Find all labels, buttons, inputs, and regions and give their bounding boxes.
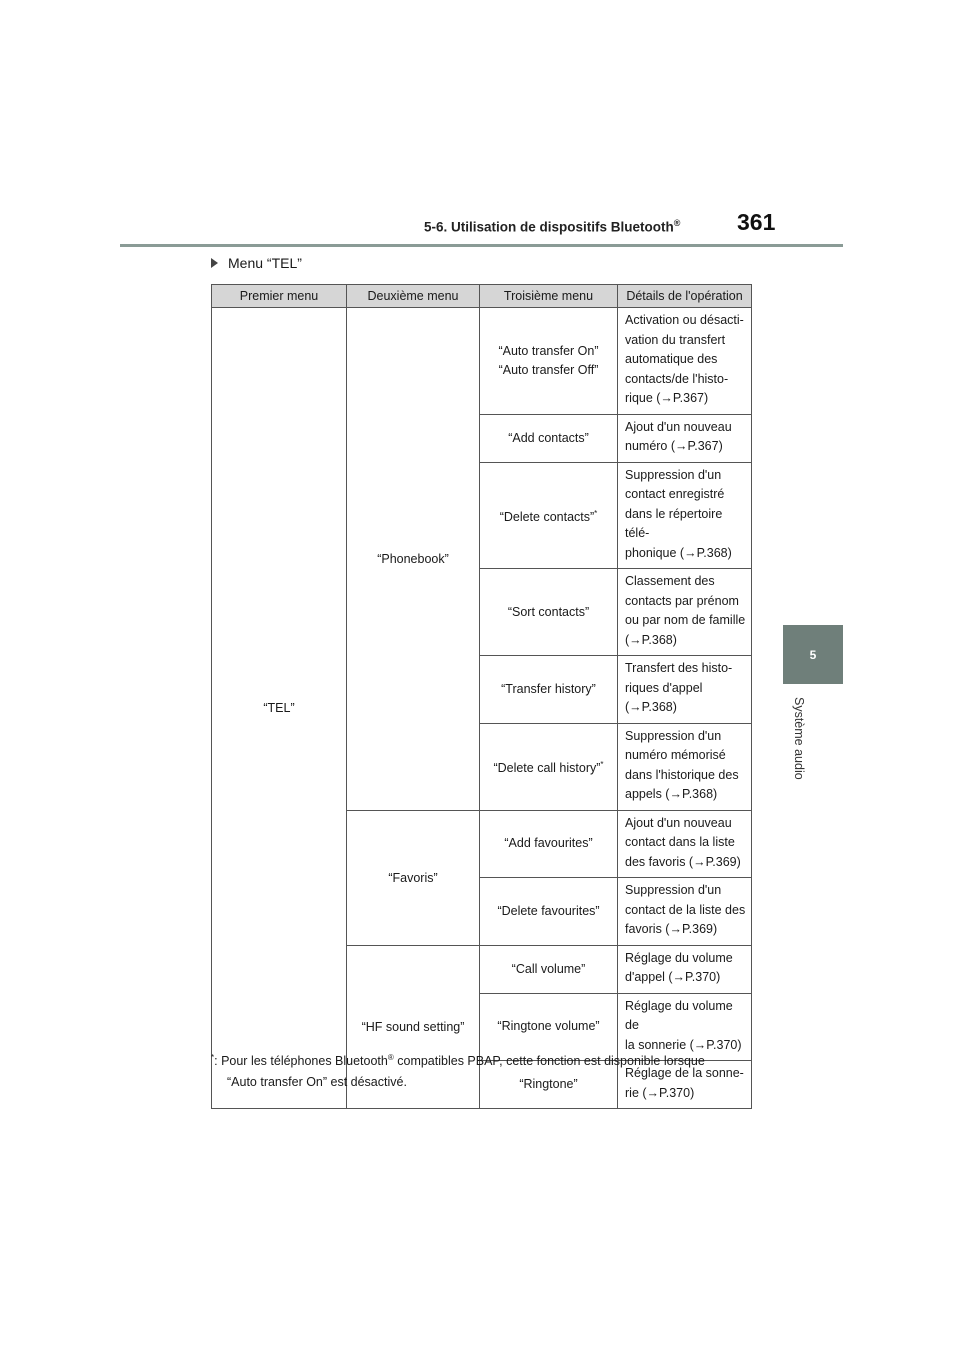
third-menu-line: “Add favourites” [504, 836, 593, 851]
detail-line: (→P.368) [625, 700, 677, 714]
header-divider [120, 244, 843, 247]
registered-mark: ® [387, 1053, 394, 1062]
chapter-tab [783, 625, 843, 684]
col-header-first-menu: Premier menu [212, 285, 347, 308]
section-heading [211, 255, 302, 271]
detail-line: contact de la liste des [625, 902, 746, 917]
detail-line: des favoris (→P.369) [625, 854, 741, 869]
detail-line: Activation ou désacti- [625, 313, 744, 327]
detail-line: Suppression d'un [625, 883, 722, 897]
detail-line: (→P.368) [625, 632, 677, 647]
detail-line: Ajout d'un nouveau [625, 419, 732, 434]
detail-line: Réglage de la sonne- [625, 1066, 744, 1080]
detail-line: la sonnerie (→P.370) [625, 1037, 742, 1052]
footnote-marker: * [211, 1053, 215, 1062]
third-menu-line: “Auto transfer Off” [498, 362, 599, 377]
footnote-line-2: “Auto transfer On” est désactivé. [227, 1075, 407, 1090]
footnote-star: * [594, 508, 598, 518]
detail-line: phonique (→P.368) [625, 545, 732, 560]
detail-line: automatique des [625, 352, 718, 366]
operation-detail-cell [618, 308, 752, 415]
table-row [212, 308, 752, 415]
operation-detail-cell [618, 414, 752, 462]
detail-line: contact enregistré [625, 487, 725, 501]
col-header-second-menu: Deuxième menu [347, 285, 480, 308]
second-menu-cell: “HF sound setting” [347, 945, 480, 1109]
detail-line: Suppression d'un [625, 728, 722, 743]
footnote: *: Pour les téléphones Bluetooth® compatibles PBAP, cette fonction est disponible lorsque “Auto transfer On” est désactivé. [211, 1047, 771, 1093]
detail-line: ou par nom de famille [625, 613, 746, 627]
chapter-number: 5 [809, 647, 817, 662]
detail-line: rique (→P.367) [625, 391, 709, 405]
col-header-details: Détails de l'opération [618, 285, 752, 308]
third-menu-line: “Auto transfer On” [498, 343, 599, 358]
detail-line: appels (→P.368) [625, 787, 718, 801]
third-menu-line: “Delete favourites” [497, 903, 600, 918]
col-header-third-menu: Troisième menu [480, 285, 618, 308]
third-menu-line: “Delete contacts”* [499, 508, 598, 524]
tel-menu-table [211, 284, 752, 1109]
third-menu-cell [480, 723, 618, 810]
operation-detail-cell [618, 656, 752, 724]
chapter-label: Système audio [792, 697, 806, 780]
detail-line: dans le répertoire télé- [625, 506, 723, 540]
third-menu-cell [480, 945, 618, 993]
operation-detail-cell [618, 810, 752, 878]
operation-detail-cell [618, 945, 752, 993]
first-menu-cell: “TEL” [212, 308, 347, 1109]
detail-line: contacts par prénom [625, 593, 739, 608]
detail-line: rie (→P.370) [625, 1085, 695, 1100]
detail-line: numéro (→P.367) [625, 439, 723, 453]
third-menu-line: “Call volume” [511, 961, 586, 976]
third-menu-cell [480, 462, 618, 569]
third-menu-line: “Transfer history” [501, 681, 596, 696]
detail-line: Ajout d'un nouveau [625, 815, 732, 830]
third-menu-cell [480, 308, 618, 415]
detail-line: dans l'historique des [625, 767, 739, 782]
second-menu-cell: “Favoris” [347, 810, 480, 945]
operation-detail-cell [618, 723, 752, 810]
detail-line: vation du transfert [625, 332, 726, 347]
heading-text: Menu “TEL” [228, 255, 302, 271]
third-menu-line: “Add contacts” [508, 430, 589, 445]
third-menu-line: “Delete call history”* [493, 759, 604, 776]
third-menu-line: “Ringtone” [519, 1077, 578, 1091]
registered-mark: ® [673, 218, 681, 228]
footnote-star: * [600, 759, 604, 769]
section-title: 5-6. Utilisation de dispositifs Bluetooth® [424, 218, 681, 235]
detail-line: Réglage du volume [625, 950, 733, 965]
detail-line: contacts/de l'histo- [625, 371, 729, 386]
detail-line: d'appel (→P.370) [625, 970, 721, 984]
third-menu-line: “Sort contacts” [507, 604, 590, 619]
third-menu-cell [480, 414, 618, 462]
detail-line: numéro mémorisé [625, 748, 726, 762]
third-menu-cell [480, 569, 618, 656]
third-menu-cell [480, 810, 618, 878]
arrow-right-icon [211, 258, 218, 268]
second-menu-cell: “Phonebook” [347, 308, 480, 811]
detail-line: Suppression d'un [625, 467, 722, 482]
operation-detail-cell [618, 878, 752, 946]
table-header-row [212, 285, 752, 308]
detail-line: Réglage du volume de [625, 998, 733, 1032]
operation-detail-cell [618, 569, 752, 656]
page-number: 361 [737, 209, 776, 235]
detail-line: Classement des [625, 574, 715, 588]
third-menu-cell [480, 656, 618, 724]
operation-detail-cell [618, 462, 752, 569]
detail-line: contact dans la liste [625, 835, 735, 849]
third-menu-line: “Ringtone volume” [497, 1019, 600, 1034]
detail-line: favoris (→P.369) [625, 922, 718, 936]
third-menu-cell [480, 878, 618, 946]
detail-line: riques d'appel [625, 680, 703, 695]
detail-line: Transfert des histo- [625, 661, 733, 675]
